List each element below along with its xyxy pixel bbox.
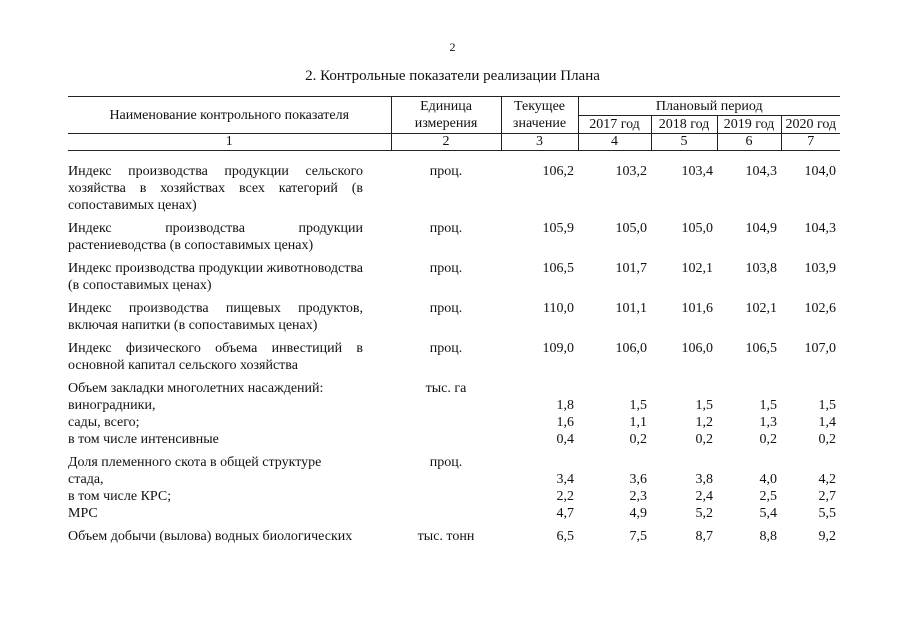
- group-title-row: [68, 380, 840, 397]
- value-current: 0,4: [556, 432, 574, 447]
- value-2019: 106,5: [745, 341, 777, 356]
- table-row: [68, 260, 840, 300]
- value-2018: 1,2: [695, 415, 713, 430]
- value-current: 109,0: [542, 341, 574, 356]
- value-2019: 5,4: [759, 506, 777, 521]
- value-2018: 8,7: [695, 529, 713, 544]
- value-current: 106,2: [542, 164, 574, 179]
- indicator-unit: проц.: [429, 261, 463, 276]
- value-2017: 4,9: [629, 506, 647, 521]
- value-2017: 3,6: [629, 472, 647, 487]
- value-2020: 4,2: [818, 472, 837, 487]
- indicator-name: Индекс производства продукции растениеводства (в сопоставимых ценах): [68, 221, 363, 253]
- value-2020: 1,4: [818, 415, 837, 430]
- value-2018: 0,2: [695, 432, 713, 447]
- value-2019: 8,8: [759, 529, 777, 544]
- value-2020: 102,6: [804, 301, 837, 316]
- value-2019: 1,3: [759, 415, 777, 430]
- col-number: 7: [781, 134, 840, 151]
- indicator-name: Объем закладки многолетних насаждений:: [68, 381, 324, 396]
- table-row: [68, 340, 840, 380]
- value-2019: 1,5: [759, 398, 777, 413]
- value-2018: 105,0: [681, 221, 713, 236]
- table-row: [68, 505, 840, 528]
- col-number: 6: [717, 134, 781, 151]
- value-current: 1,8: [556, 398, 574, 413]
- value-2017: 1,1: [629, 415, 647, 430]
- indicator-unit: проц.: [429, 164, 463, 179]
- indicator-subitem: виноградники,: [68, 398, 156, 413]
- table-row: [68, 397, 840, 414]
- value-2018: 103,4: [681, 164, 713, 179]
- value-2017: 7,5: [629, 529, 647, 544]
- indicator-subitem: МРС: [68, 506, 98, 521]
- indicator-subitem: в том числе интенсивные: [68, 432, 219, 447]
- table-row: [68, 220, 840, 260]
- value-2019: 104,9: [745, 221, 777, 236]
- indicator-name: Доля племенного скота в общей структуре: [68, 455, 322, 470]
- table-row: [68, 431, 840, 454]
- indicator-unit: проц.: [429, 341, 463, 356]
- value-2019: 4,0: [759, 472, 777, 487]
- indicator-unit: тыс. га: [425, 381, 467, 396]
- value-2020: 104,3: [804, 221, 837, 236]
- table-row: [68, 488, 840, 505]
- indicator-unit: проц.: [429, 221, 463, 236]
- table-row: [68, 528, 840, 545]
- indicator-name: Индекс физического объема инвестиций в основной капитал сельского хозяйства: [68, 341, 363, 373]
- value-2020: 2,7: [818, 489, 837, 504]
- value-2018: 3,8: [695, 472, 713, 487]
- value-2020: 1,5: [818, 398, 837, 413]
- group-title-row: [68, 454, 840, 471]
- indicator-subitem: сады, всего;: [68, 415, 140, 430]
- indicator-unit: проц.: [429, 455, 463, 470]
- value-current: 6,5: [556, 529, 574, 544]
- col-number: 3: [501, 134, 578, 151]
- indicators-table: [68, 96, 840, 545]
- value-2017: 0,2: [629, 432, 647, 447]
- value-2017: 106,0: [615, 341, 647, 356]
- header-year-2019: 2019 год: [717, 116, 781, 134]
- value-2019: 104,3: [745, 164, 777, 179]
- indicator-unit: тыс. тонн: [417, 529, 475, 544]
- table-row: [68, 414, 840, 431]
- value-2017: 101,7: [615, 261, 647, 276]
- value-current: 3,4: [556, 472, 574, 487]
- value-2020: 103,9: [804, 261, 837, 276]
- value-2018: 101,6: [681, 301, 713, 316]
- value-2020: 5,5: [818, 506, 837, 521]
- header-unit: Единица измерения: [391, 97, 501, 134]
- value-current: 105,9: [542, 221, 574, 236]
- value-2020: 0,2: [818, 432, 837, 447]
- value-current: 106,5: [542, 261, 574, 276]
- value-current: 2,2: [556, 489, 574, 504]
- indicator-subitem: в том числе КРС;: [68, 489, 172, 504]
- value-2017: 105,0: [615, 221, 647, 236]
- col-number: 5: [651, 134, 717, 151]
- col-number: 2: [391, 134, 501, 151]
- table-row: [68, 163, 840, 220]
- value-2017: 103,2: [615, 164, 647, 179]
- value-2017: 2,3: [629, 489, 647, 504]
- indicator-name: Объем добычи (вылова) водных биологических: [68, 529, 353, 544]
- header-year-2020: 2020 год: [781, 116, 840, 134]
- header-current: Текущее значение: [501, 97, 578, 134]
- header-year-2018: 2018 год: [651, 116, 717, 134]
- value-2018: 102,1: [681, 261, 713, 276]
- indicator-name: Индекс производства продукции сельского хозяйства в хозяйствах всех категорий (в сопоставимых ценах): [68, 164, 363, 213]
- header-name: Наименование контрольного показателя: [68, 97, 391, 134]
- header-planned-period: Плановый период: [578, 97, 840, 116]
- table-row: [68, 471, 840, 488]
- value-current: 1,6: [556, 415, 574, 430]
- value-2017: 101,1: [615, 301, 647, 316]
- column-numbers-row: [68, 134, 840, 151]
- value-2019: 102,1: [745, 301, 777, 316]
- value-2019: 103,8: [745, 261, 777, 276]
- value-2020: 104,0: [804, 164, 837, 179]
- value-2019: 2,5: [759, 489, 777, 504]
- value-2018: 2,4: [695, 489, 713, 504]
- value-2018: 106,0: [681, 341, 713, 356]
- table-title: 2. Контрольные показатели реализации Плана: [305, 68, 600, 84]
- col-number: 4: [578, 134, 651, 151]
- indicator-unit: проц.: [429, 301, 463, 316]
- value-2018: 1,5: [695, 398, 713, 413]
- value-current: 110,0: [543, 301, 574, 316]
- table-row: [68, 300, 840, 340]
- value-current: 4,7: [556, 506, 574, 521]
- indicator-name: Индекс производства пищевых продуктов, включая напитки (в сопоставимых ценах): [68, 301, 363, 333]
- value-2020: 9,2: [818, 529, 837, 544]
- col-number: 1: [68, 134, 391, 151]
- header-year-2017: 2017 год: [578, 116, 651, 134]
- value-2017: 1,5: [629, 398, 647, 413]
- page-number: 2: [449, 40, 456, 54]
- value-2019: 0,2: [759, 432, 777, 447]
- value-2018: 5,2: [695, 506, 713, 521]
- indicator-name: Индекс производства продукции животноводства (в сопоставимых ценах): [68, 261, 363, 293]
- indicator-subitem: стада,: [68, 472, 104, 487]
- value-2020: 107,0: [804, 341, 837, 356]
